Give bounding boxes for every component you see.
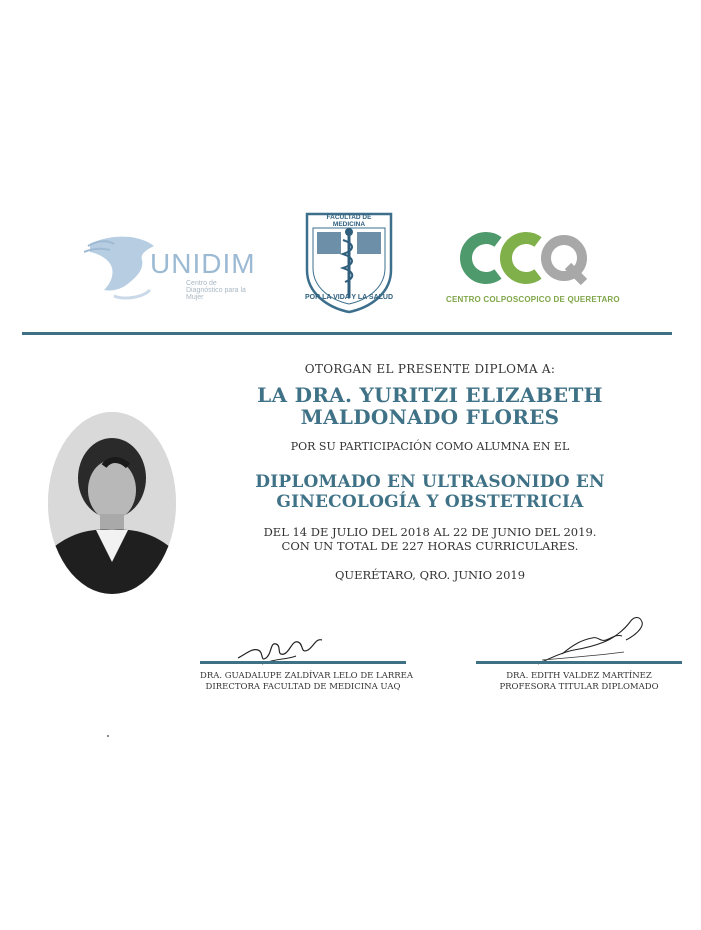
recipient-name-line1: LA DRA. YURITZI ELIZABETH [257,383,603,407]
ccq-caption: CENTRO COLPOSCOPICO DE QUERETARO [446,295,620,304]
unidim-wordmark: UNIDIM [150,248,256,279]
portrait-photo [48,412,176,594]
signature-2 [534,612,646,668]
participation-text: POR SU PARTICIPACIÓN COMO ALUMNA EN EL [290,440,570,453]
recipient-name [225,384,635,428]
header-divider [22,332,672,335]
page-speck [107,735,109,737]
signatory-1-name: DRA. GUADALUPE ZALDÍVAR LELO DE LARREA [200,671,413,681]
course-hours-line: CON UN TOTAL DE 227 HORAS CURRICULARES. [281,539,579,553]
facultad-name: FACULTAD DE MEDICINA [326,214,372,228]
course-title-line1: DIPLOMADO EN ULTRASONIDO EN [255,472,605,492]
diploma-intro: OTORGAN EL PRESENTE DIPLOMA A: [304,362,556,376]
recipient-name-line2: MALDONADO FLORES [300,405,560,429]
signature-line-2 [476,661,682,664]
signatory-1 [200,671,413,693]
ccq-logo [458,230,588,286]
unidim-subtitle: Centro de Diagnóstico para la Mujer [186,280,246,301]
facultad-motto: POR LA VIDA Y LA SALUD [304,294,394,301]
signature-line-1 [200,661,406,664]
course-dates [225,525,635,553]
signatory-2-title: PROFESORA TITULAR DIPLOMADO [499,682,659,692]
place-date: QUERÉTARO, QRO. JUNIO 2019 [334,568,526,582]
course-title-line2: GINECOLOGÍA Y OBSTETRICIA [276,492,584,512]
course-title [225,472,635,512]
signatory-1-title: DIRECTORA FACULTAD DE MEDICINA UAQ [205,682,401,692]
signatory-2 [476,671,682,693]
course-dates-line1: DEL 14 DE JULIO DEL 2018 AL 22 DE JUNIO DEL 2019. [263,525,597,539]
signatory-2-name: DRA. EDITH VALDEZ MARTÍNEZ [506,671,652,681]
